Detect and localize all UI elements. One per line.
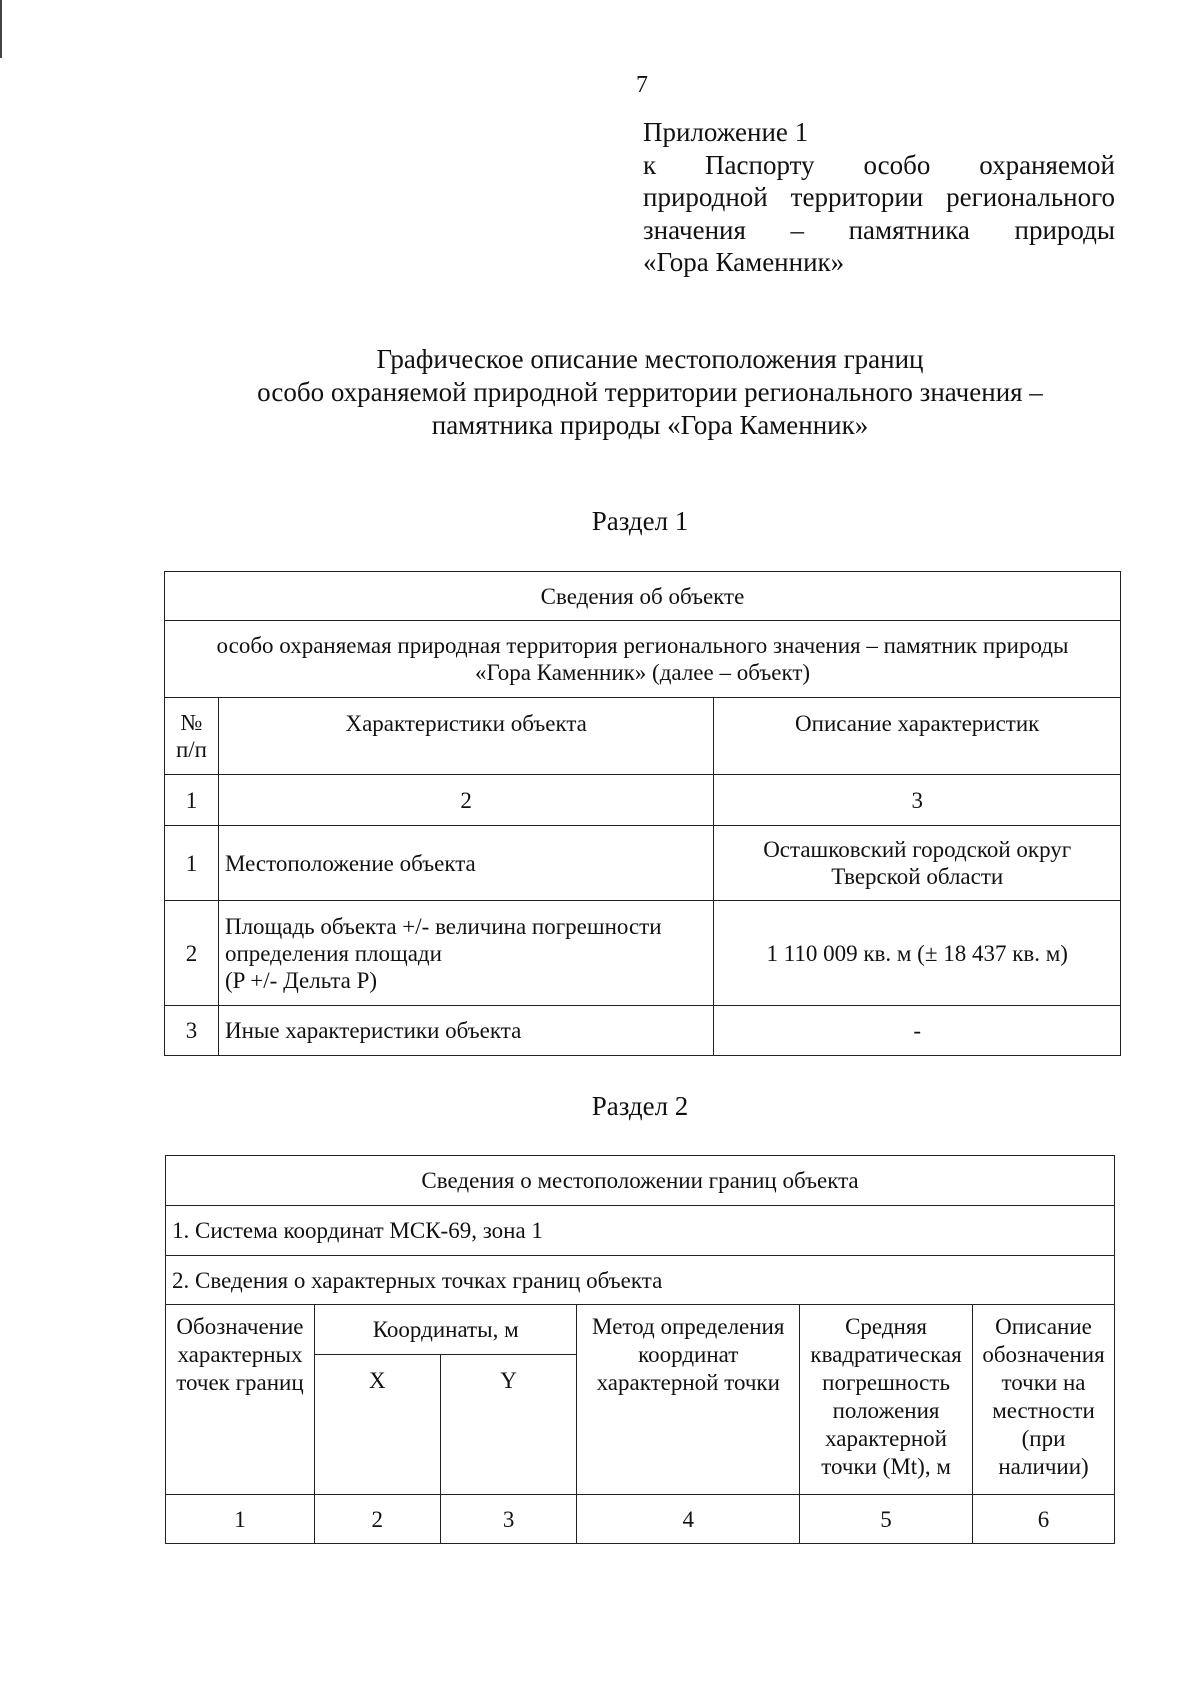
header-line: местности [992, 1398, 1095, 1423]
row-value: - [714, 1006, 1121, 1056]
row-value: 1 110 009 кв. м (± 18 437 кв. м) [714, 901, 1121, 1006]
header-designation [166, 1305, 315, 1495]
section-1-heading: Раздел 1 [591, 506, 689, 536]
header-y: Y [440, 1355, 577, 1495]
row-num: 3 [165, 1006, 219, 1056]
header-characteristic: Характеристики объекта [218, 698, 713, 775]
header-line: точки на [1001, 1370, 1086, 1395]
header-line: обозначения [982, 1342, 1105, 1367]
boundary-location-table [165, 1155, 1115, 1544]
document-title [120, 343, 1180, 442]
header-num-line: № [180, 710, 203, 735]
header-num [165, 698, 219, 775]
row-name-line: определения площади [224, 940, 442, 966]
row-name: Иные характеристики объекта [218, 1006, 713, 1056]
title-line: Графическое описание местоположения границ [376, 344, 924, 374]
points-info-cell: 2. Сведения о характерных точках границ объекта [166, 1256, 1115, 1305]
table-title: Сведения о местоположении границ объекта [166, 1156, 1115, 1206]
page-number: 7 [636, 72, 648, 98]
header-line: квадратическая [810, 1342, 962, 1367]
appendix-note [643, 116, 1115, 279]
index-cell: 3 [714, 775, 1121, 826]
row-num: 1 [165, 826, 219, 901]
scan-edge-mark [0, 0, 2, 58]
row-name: Местоположение объекта [218, 826, 713, 901]
appendix-line: значения – памятника природы [643, 214, 1115, 245]
header-line: Обозначение [176, 1314, 304, 1339]
header-line: характерной [825, 1426, 947, 1451]
object-name-line: особо охраняемая природная территория регионального значения – памятник природы [216, 633, 1069, 658]
header-line: погрешность [822, 1370, 950, 1395]
title-line: особо охраняемой природной территории регионального значения – [257, 377, 1043, 407]
object-name-line: «Гора Каменник» (далее – объект) [474, 660, 811, 685]
appendix-line: к Паспорту особо охраняемой [643, 149, 1115, 180]
row-value-line: Тверской области [831, 864, 1004, 889]
index-cell: 4 [577, 1495, 800, 1544]
header-line: положения [832, 1398, 940, 1423]
appendix-line: Приложение 1 [643, 117, 809, 147]
row-name-line: (P +/- Дельта P) [224, 967, 378, 993]
section-2-heading: Раздел 2 [591, 1091, 689, 1121]
header-line: (при [1021, 1426, 1066, 1451]
header-line: Описание [995, 1314, 1092, 1339]
header-line: Метод определения [592, 1314, 785, 1339]
index-cell: 1 [166, 1495, 315, 1544]
row-value [714, 826, 1121, 901]
title-line: памятника природы «Гора Каменник» [431, 410, 869, 440]
header-point-description [973, 1305, 1115, 1495]
table-row [165, 901, 1121, 1006]
row-num: 2 [165, 901, 219, 1006]
header-line: координат [638, 1342, 739, 1367]
header-line: наличии) [998, 1454, 1089, 1479]
header-line: Средняя [845, 1314, 927, 1339]
index-cell: 6 [973, 1495, 1115, 1544]
object-info-table [164, 571, 1121, 1056]
header-line: точки (Mt), м [821, 1454, 951, 1479]
header-num-line: п/п [175, 737, 207, 762]
index-cell: 5 [800, 1495, 973, 1544]
appendix-line: природной территории регионального [643, 182, 1115, 212]
row-value-line: Осташковский городской округ [763, 837, 1072, 862]
row-name-line: Площадь объекта +/- величина погрешности [224, 913, 662, 939]
index-cell: 2 [218, 775, 713, 826]
table-row [165, 826, 1121, 901]
index-cell: 2 [314, 1495, 440, 1544]
table-title: Сведения об объекте [165, 572, 1121, 621]
header-line: характерной точки [596, 1370, 780, 1395]
index-cell: 1 [165, 775, 219, 826]
header-x: X [314, 1355, 440, 1495]
object-name-cell [165, 621, 1121, 698]
table-row [165, 1006, 1121, 1056]
header-mean-error [800, 1305, 973, 1495]
appendix-line: «Гора Каменник» [643, 247, 845, 277]
index-cell: 3 [440, 1495, 577, 1544]
row-name [218, 901, 713, 1006]
coordinate-system-cell: 1. Система координат МСК-69, зона 1 [166, 1206, 1115, 1256]
header-line: характерных [177, 1342, 303, 1367]
header-method [577, 1305, 800, 1495]
header-line: точек границ [176, 1370, 304, 1395]
header-coordinates: Координаты, м [314, 1305, 577, 1355]
header-description: Описание характеристик [714, 698, 1121, 775]
